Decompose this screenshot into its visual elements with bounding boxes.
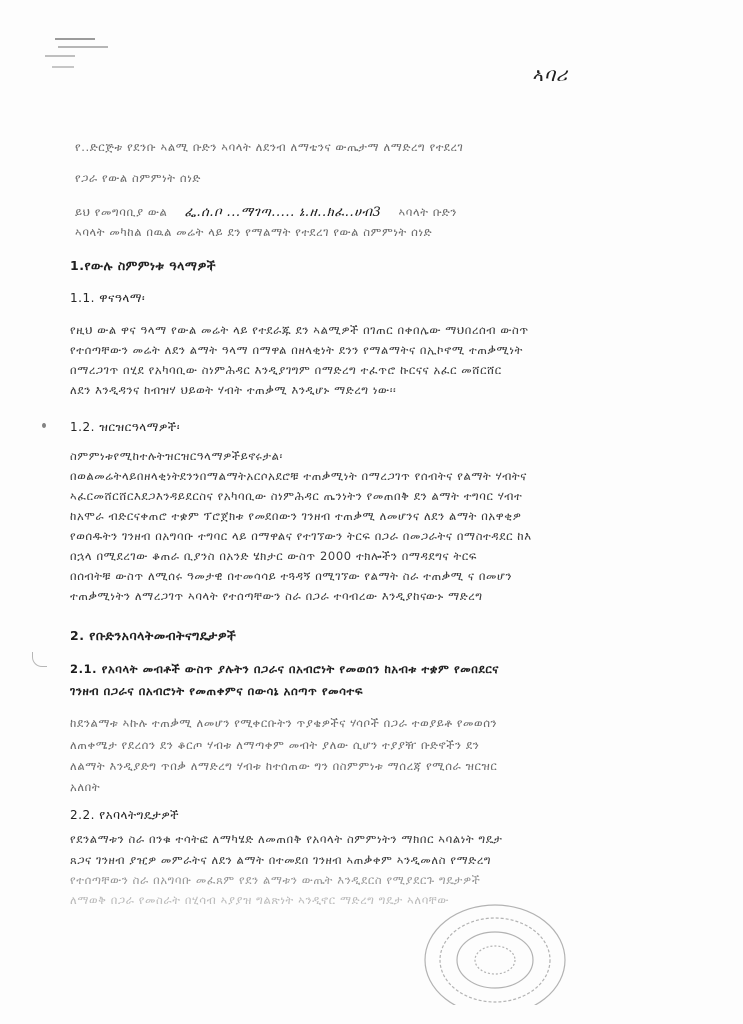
section-1-1-line: የተሰጣቸውን መሬት ለደን ልማት ዓላማ በማዋል በዘላቂነት ደንን የማልማትና በኢኮኖሚ ተጠቃሚነት: [70, 343, 523, 357]
section-2-1-line: ለጠቀሜታ የደረሰን ደን ቆርጦ ሃብቱ ለማጣቀም መብት ያለው ሲሆን ተያያዥ ቡድኖችን ደን: [70, 738, 480, 752]
handwritten-annex-mark: ኣባሪ: [532, 64, 569, 86]
section-1-1-line: በማረጋገጥ በሂደ የአካባቢው ስነምሕዳር እንዲያገግም በማድረግ ተፈጥሮ ኩርናና አፈር መሸርሸር: [70, 363, 502, 377]
section-2-1-line: ለልማት እንዲያድግ ጥበቃ ለማድረግ ሃብቱ ከተሰጠው ግን በስምምነቱ ማሰረጃ የሚሰራ ዝርዝር: [70, 759, 498, 773]
document-subtitle-line: የጋራ የውል ስምምነት ሰነድ: [75, 171, 201, 185]
scan-artifact-line: [52, 66, 74, 68]
scan-artifact-line: [45, 55, 75, 57]
scan-speck: [42, 423, 46, 428]
section-1-2-line: በኋላ በሚደረገው ቆጠራ ቢያንስ በአንድ ሄክታር ውስጥ 2000 ተክሎችን በማዳደግና ትርፍ: [70, 549, 477, 563]
section-2-2-line: ጸጋና ገንዘብ ያዢዎ መምራትና ለደን ልማት በተመደበ ገንዘብ ኣጠቃቀም ኣንዲመለስ የማድረግ: [70, 853, 492, 867]
section-1-1-line: ለደን እንዲዳንና ከብዝሃ ህይወት ሃብት ተጠቃሚ እንዲሆኑ ማድረግ ነው፡፡: [70, 383, 397, 397]
section-2-1-line: አለበት: [70, 780, 101, 794]
section-1-1-line: የዚህ ውል ዋና ዓላማ የውል መሬት ላይ የተደራጁ ደን ኣልሚዎች በገጠር በቀበሌው ማህበረሰብ ውስጥ: [70, 323, 529, 337]
scan-artifact-line: [55, 38, 95, 40]
intro-line-2: ኣባላት መካከል በዉል መሬት ላይ ደን የማልማት የተደረገ የውል ስምምነት ሰነድ: [75, 225, 433, 239]
section-1-2-line: የወሰዱትን ገንዘብ በአግባቡ ተግባር ላይ በማዋልና የተገኘውን ትርፍ በጋራ በመጋራትና በማስተዳደር ከእ: [70, 529, 532, 543]
section-2-2-line: የደንልማቱን ስራ በንቁ ተሳትፎ ለማካሄድ ለመጠበቅ የአባላት ስምምነትን ማክበር ኣባልነት ግዴታ: [70, 832, 503, 846]
section-1-2-line: ስምምነቱየሚከተሉትዝርዝርዓላማዎችይኖሩታል፡: [70, 449, 283, 463]
scan-artifact-line: [58, 46, 108, 48]
intro-line-1: [75, 205, 715, 220]
filled-name-2: ኔ.ዘ..ክፈ..ሀብ3: [299, 205, 382, 220]
section-1-2-line: በወልመሬትላይበዘላቂነትደንንበማልማትአርሶአደሮቹ ተጠቃሚነት በማረጋገጥ የሰብትና የልማት ሃብትና: [70, 469, 527, 483]
intro-prefix: ይህ የመግባቢያ ውል: [75, 205, 168, 219]
section-2-2-heading: 2.2. የአባላትግዴታዎች: [70, 808, 180, 822]
section-1-1-heading: 1.1. ዋናዓላማ፡: [70, 291, 146, 305]
section-2-2-line: ለማወቅ በጋራ የመስራት በሂሳብ ኣያያዝ ግልጽነት ኣንዲኖር ማድረግ ግዴታ ኣለባቸው: [70, 893, 450, 907]
section-1-2-heading: 1.2. ዝርዝርዓላማዎች፡: [70, 420, 181, 434]
intro-suffix: ኣባላት ቡድን: [398, 205, 457, 219]
section-1-2-line: በሰብትቹ ውስጥ ለሚሰሩ ዓመታዊ በተመሳሳይ ተጓዳኝ በሚገኘው የልማት ስራ ተጠቃሚ ና በመሆን: [70, 569, 513, 583]
section-1-2-line: ኣፈርመሸርሸርእደጋእንዳይደርስና የአካባቢው ስነምሕዳር ጤንነትን የመጠበቅ ደን ልማት ተግባር ሃብተ: [70, 489, 523, 503]
section-2-1-line: ከደንልማቱ ኣኩሉ ተጠቃሚ ለመሆን የሚቀርቡትን ጥያቄዎችና ሃሳቦች በጋራ ተወያይቶ የመወሰን: [70, 716, 498, 730]
section-1-heading: 1.የውሉ ስምምነቱ ዓላማዎች: [70, 258, 217, 273]
filled-name-mid: ...ማገጣ.....: [226, 205, 295, 220]
filled-name-1: ፌ.ሰ.ቦ: [184, 205, 223, 220]
document-title-line: የ..ድርጅቱ የደንቡ ኣልሚ ቡድን ኣባላት ለደንብ ለማቴንና ውጤታማ ለማድረግ የተደረገ: [75, 140, 464, 154]
section-2-1-heading-line-1: 2.1. የአባላት መብቶች ውስጥ ያሉትን በጋራና በአብሮነት የመወሰን ከአብቱ ተቋም የመበደርና: [70, 662, 500, 676]
section-2-heading: 2. የቡድንአባላትመብትናግዴታዎች: [70, 628, 237, 643]
section-1-2-line: ከአሞራ ብድርናቀጠሮ ተቋም ፕሮጀክቱ የመደበውን ገንዘብ ተጠቃሚ ለመሆንና ለደን ልማት በአዋቂዎ: [70, 509, 522, 523]
section-1-2-line: ተጠቃሚነትን ለማረጋገጥ ኣባላት የተሰጣቸውን ስራ በጋራ ተባብረው እንዲያከናውኑ ማድረግ: [70, 589, 483, 603]
scan-bracket-mark: [32, 652, 47, 667]
section-2-2-line: የተሰጣቸውን ስራ በአግባቡ መፈጸም የደን ልማቱን ውጤት እንዲደርስ የሚያደርጉ ግዴታዎች: [70, 873, 481, 887]
section-2-1-heading-line-2: ገንዘብ በጋራና በአብሮነት የመጠቀምና በውሳኔ አሰጣጥ የመሳተፍ: [70, 684, 364, 698]
